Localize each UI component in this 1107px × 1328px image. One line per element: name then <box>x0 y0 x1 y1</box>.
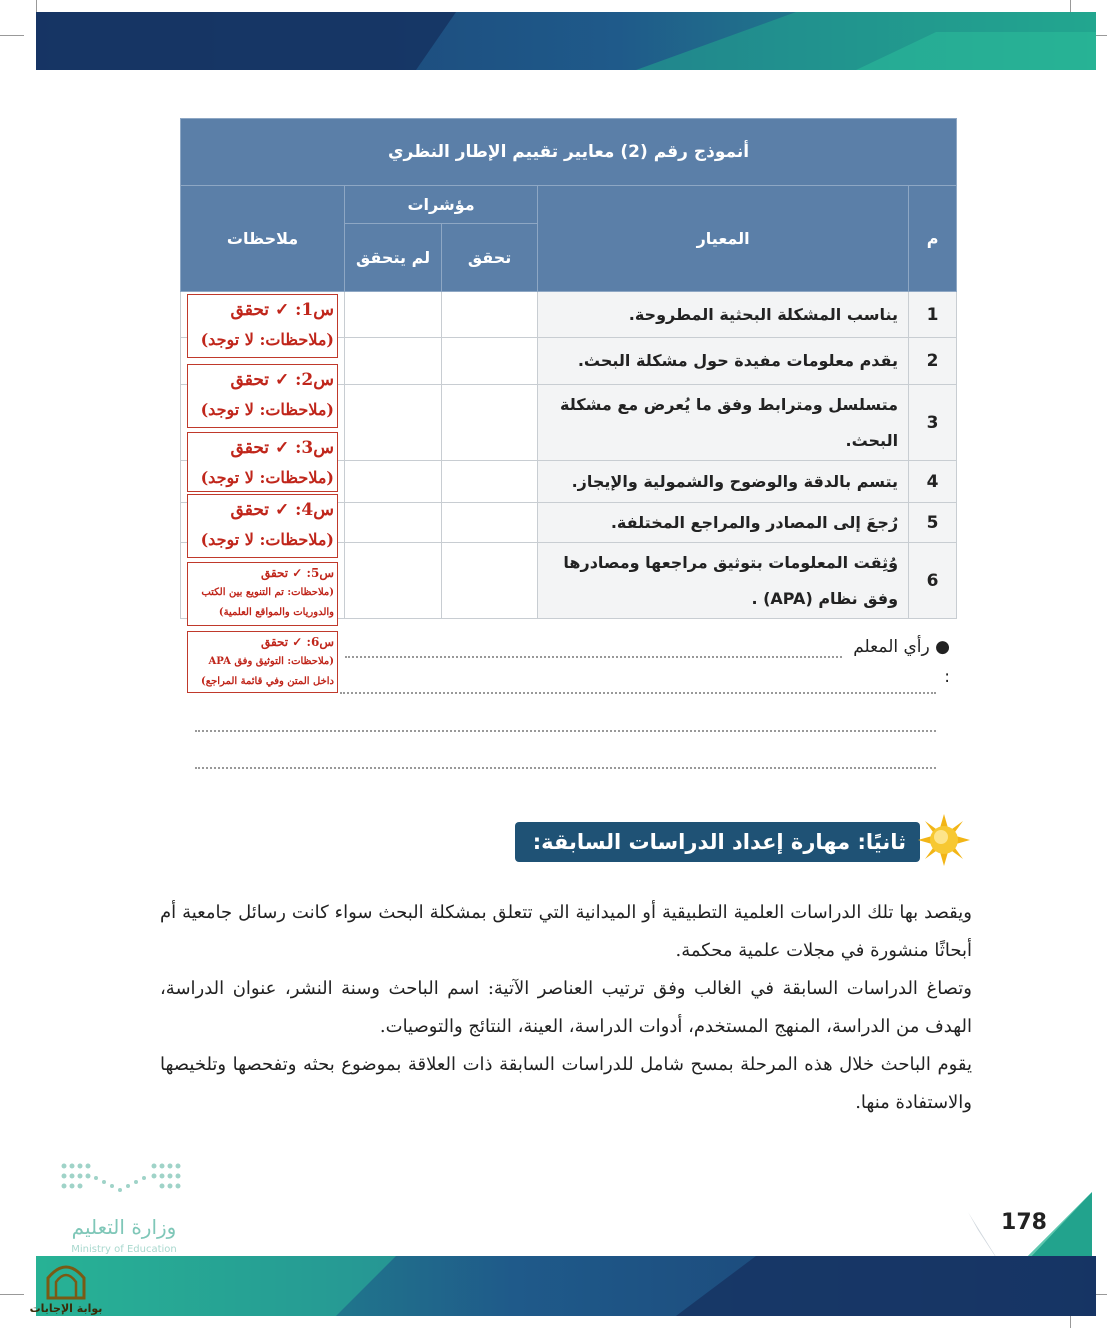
row-criterion: يتسم بالدقة والوضوح والشمولية والإيجاز. <box>538 461 909 503</box>
note-remark: (ملاحظات: لا توجد) <box>200 330 334 349</box>
row-num: 5 <box>909 503 957 543</box>
not-achieved-cell <box>345 543 442 619</box>
achieved-cell <box>442 503 538 543</box>
achieved-cell <box>442 543 538 619</box>
top-banner <box>36 12 1096 70</box>
achieved-cell <box>442 292 538 338</box>
note-remark: (ملاحظات: لا توجد) <box>200 468 334 487</box>
mosque-icon <box>44 1256 88 1300</box>
note-remark: (ملاحظات: التوثيق وفق APA <box>208 656 334 667</box>
note-status: س2: ✓ تحقق <box>230 370 334 390</box>
sun-icon <box>918 814 970 866</box>
crop-mark <box>0 35 24 36</box>
header-indicators: مؤشرات <box>345 186 538 224</box>
note-remark: (ملاحظات: لا توجد) <box>200 530 334 549</box>
header-criterion: المعيار <box>538 186 909 292</box>
note-remark: (ملاحظات: لا توجد) <box>200 400 334 419</box>
ministry-name-arabic: وزارة التعليم <box>71 1215 177 1239</box>
header-achieved: تحقق <box>442 224 538 292</box>
row-criterion: متسلسل ومترابط وفق ما يُعرض مع مشكلة البحث. <box>538 385 909 461</box>
note-remark: (ملاحظات: تم التنويع بين الكتب <box>201 587 334 598</box>
watermark-text: بوابة الإجابات <box>29 1302 103 1315</box>
answer-note <box>187 631 338 693</box>
row-num: 3 <box>909 385 957 461</box>
note-status: س6: ✓ تحقق <box>260 635 334 649</box>
answer-line <box>195 767 936 769</box>
not-achieved-cell <box>345 503 442 543</box>
page-number: 178 <box>1001 1210 1047 1235</box>
header-notes: ملاحظات <box>181 186 345 292</box>
answer-line <box>195 730 936 732</box>
ministry-logo-dots <box>58 1160 190 1196</box>
answer-line <box>345 656 842 658</box>
not-achieved-cell <box>345 292 442 338</box>
bullet-icon: ● <box>929 637 950 657</box>
answer-note <box>187 432 338 492</box>
paragraph: ويقصد بها تلك الدراسات العلمية التطبيقية أو الميدانية التي تتعلق بمشكلة البحث سواء كانت رسائل جامعية أم أبحاثًا منشورة في مجلات علمية محكمة. <box>160 902 972 961</box>
note-status: س3: ✓ تحقق <box>230 438 334 458</box>
achieved-cell <box>442 461 538 503</box>
row-criterion: رُجعَ إلى المصادر والمراجع المختلفة. <box>538 503 909 543</box>
row-num: 2 <box>909 338 957 385</box>
row-num: 6 <box>909 543 957 619</box>
paragraph: وتصاغ الدراسات السابقة في الغالب وفق ترتيب العناصر الآتية: اسم الباحث وسنة النشر، عنوان الدراسة، الهدف من الدراسة، المنهج المستخدم، أدوات الدراسة، العينة، النتائج والتوصيات. <box>160 978 972 1037</box>
bottom-banner <box>36 1256 1096 1316</box>
note-remark-cont: والدوريات والمواقع العلمية) <box>218 607 334 618</box>
ministry-name-english: Ministry of Education <box>71 1244 177 1255</box>
note-status: س4: ✓ تحقق <box>230 500 334 520</box>
crop-mark <box>0 1294 24 1295</box>
header-not-achieved: لم يتحقق <box>345 224 442 292</box>
row-num: 4 <box>909 461 957 503</box>
row-num: 1 <box>909 292 957 338</box>
top-banner-graphic <box>36 12 1096 70</box>
achieved-cell <box>442 385 538 461</box>
answer-note <box>187 364 338 428</box>
answer-line <box>340 692 936 694</box>
answer-note <box>187 294 338 358</box>
table-title: أنموذج رقم (2) معايير تقييم الإطار النظري <box>181 119 957 186</box>
section-heading: ثانيًا: مهارة إعداد الدراسات السابقة: <box>515 822 920 862</box>
answer-note <box>187 494 338 558</box>
note-status: س1: ✓ تحقق <box>230 300 334 320</box>
note-status: س5: ✓ تحقق <box>260 566 334 580</box>
not-achieved-cell <box>345 338 442 385</box>
note-remark-cont: داخل المتن وفي قائمة المراجع) <box>201 676 334 687</box>
achieved-cell <box>442 338 538 385</box>
teacher-opinion <box>850 632 950 687</box>
row-criterion: يناسب المشكلة البحثية المطروحة. <box>538 292 909 338</box>
bottom-banner-graphic <box>36 1256 1096 1316</box>
paragraph: يقوم الباحث خلال هذه المرحلة بمسح شامل للدراسات السابقة ذات العلاقة بموضوع بحثه وتفحصها وتلخيصها والاستفادة منها. <box>160 1054 972 1113</box>
not-achieved-cell <box>345 385 442 461</box>
teacher-opinion-label: رأي المعلم : <box>853 637 950 687</box>
row-criterion: وُثِقت المعلومات بتوثيق مراجعها ومصادرها وفق نظام (APA) . <box>538 543 909 619</box>
row-criterion: يقدم معلومات مفيدة حول مشكلة البحث. <box>538 338 909 385</box>
header-num: م <box>909 186 957 292</box>
not-achieved-cell <box>345 461 442 503</box>
answer-note <box>187 562 338 626</box>
